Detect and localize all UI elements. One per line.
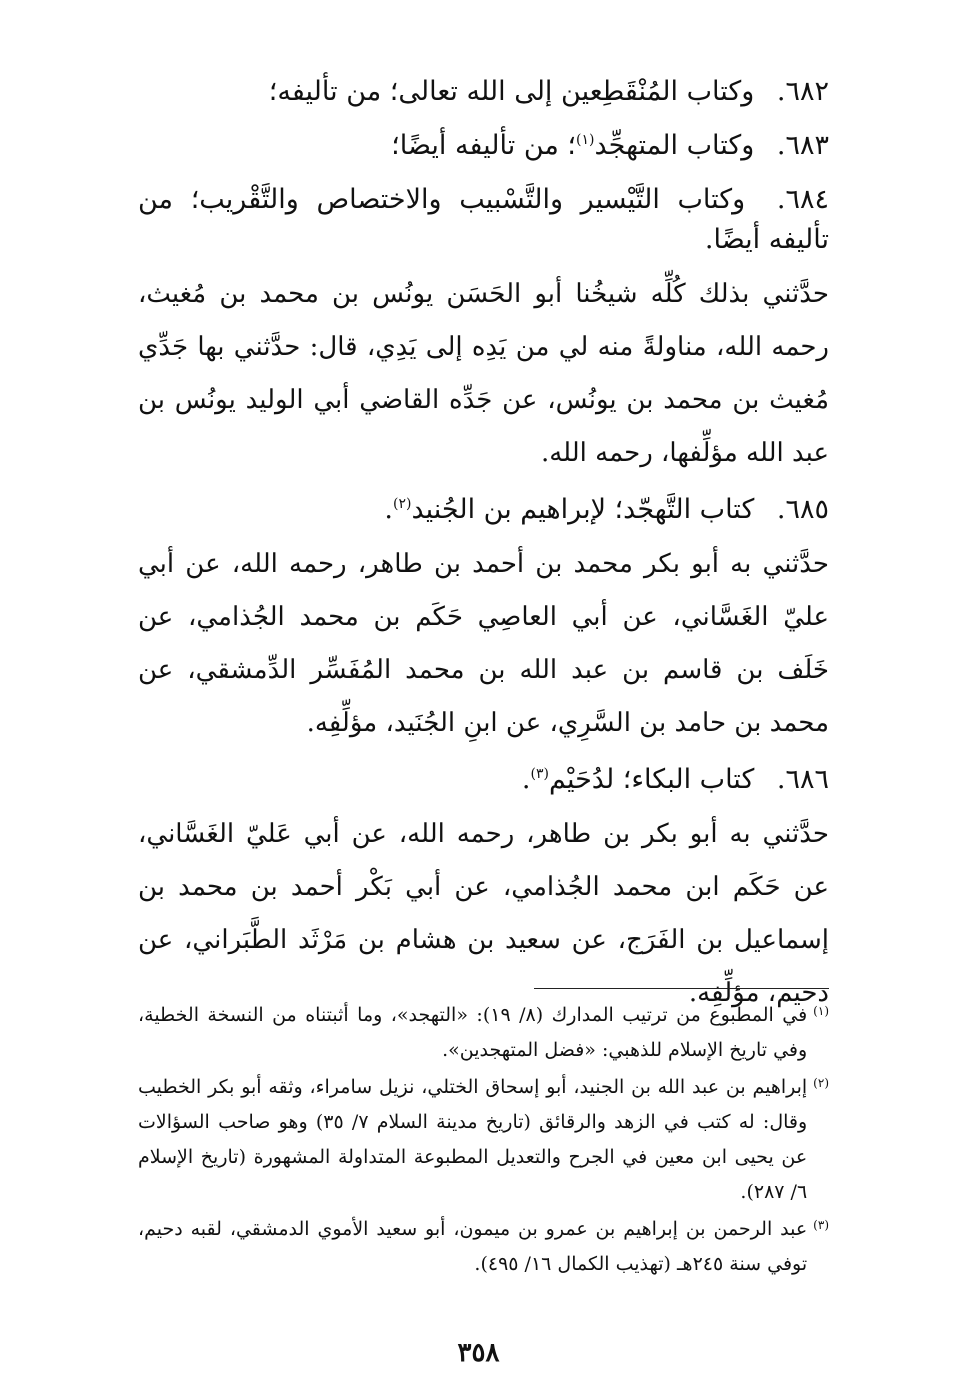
entry-number: ٦٨٢. bbox=[776, 76, 829, 107]
entry-tail: ؛ من تأليفه أيضًا؛ bbox=[391, 130, 577, 161]
entry-684 bbox=[138, 180, 829, 260]
entry-number: ٦٨٤. bbox=[776, 184, 829, 215]
footnote-ref: (٢) bbox=[392, 496, 412, 512]
entry-tail: . bbox=[384, 494, 393, 525]
footnote-1 bbox=[138, 998, 829, 1068]
entry-number: ٦٨٥. bbox=[776, 494, 829, 525]
page-number: ٣٥٨ bbox=[457, 1338, 500, 1368]
footnote-ref: (٣) bbox=[530, 766, 549, 782]
footnote-divider bbox=[534, 988, 829, 989]
footnotes bbox=[138, 998, 829, 1284]
entry-text: وكتاب التَّيْسير والتَّسْبيب والاختصاص والتَّقْريب؛ من تأليفه أيضًا. bbox=[138, 184, 829, 255]
isnad-paragraph-3: حدَّثني به أبو بكر بن طاهر، رحمه الله، عن أبي عَليّ الغَسَّاني، عن حَكَم ابن محمد الجُذامي، عن أبي بَكْر أحمد بن محمد بن إسماعيل بن الفَرَج، عن سعيد بن هشام بن مَرْثَد الطَّبَراني، عن دحيم، مؤلِّفِه. bbox=[138, 819, 829, 1008]
footnote-2 bbox=[138, 1070, 829, 1210]
entry-text: كتاب البكاء؛ لدُحَيْم bbox=[548, 764, 755, 795]
isnad-paragraph-1: حدَّثني بذلك كُلِّه شيخُنا أبو الحَسَن يونُس بن محمد بن مُغيث، رحمه الله، مناولةً منه لي من يَدِه إلى يَدِي، قال: حدَّثني بها جَدِّي مُغيث بن محمد بن يونُس، عن جَدِّه القاضي أبي الوليد يونُس بن عبد الله مؤلِّفها، رحمه الله. bbox=[138, 279, 829, 468]
footnote-3 bbox=[138, 1212, 829, 1282]
entry-text: وكتاب المتهجِّد bbox=[594, 130, 755, 161]
isnad-paragraph-2: حدَّثني به أبو بكر محمد بن أحمد بن طاهر، رحمه الله، عن أبي عليّ الغَسَّاني، عن أبي العاصِي حَكَم بن محمد الجُذامي، عن خَلَف بن قاسم بن عبد الله بن محمد المُفَسِّر الدِّمشقي، عن محمد بن حامد بن السَّرِي، عن ابنِ الجُنَيد، مؤلِّفِه. bbox=[138, 549, 830, 738]
entry-number: ٦٨٣. bbox=[776, 130, 829, 161]
entry-number: ٦٨٦. bbox=[776, 764, 829, 795]
entry-text: كتاب التَّهجّد؛ لإبراهيم بن الجُنيد bbox=[411, 494, 755, 525]
footnote-text: عبد الرحمن بن إبراهيم بن عمرو بن ميمون، أبو سعيد الأموي الدمشقي، لقبه دحيم، توفي سنة ٢٤٥هـ (تهذيب الكمال ١٦/ ٤٩٥). bbox=[138, 1218, 808, 1275]
entry-683 bbox=[138, 126, 829, 166]
entry-682 bbox=[138, 72, 829, 112]
footnote-mark: (٢) bbox=[813, 1076, 829, 1090]
footnote-mark: (٣) bbox=[813, 1218, 829, 1232]
entry-tail: . bbox=[521, 764, 531, 795]
entry-text: وكتاب المُنْقَطِعين إلى الله تعالى؛ من تأليفه؛ bbox=[268, 76, 755, 107]
footnote-text: في المطبوع من ترتيب المدارك (٨/ ١٩): «التهجد»، وما أثبتناه من النسخة الخطية، وفي تاريخ الإسلام للذهبي: «فضل المتهجدين». bbox=[138, 1004, 808, 1061]
footnote-text: إبراهيم بن عبد الله بن الجنيد، أبو إسحاق الختلي، نزيل سامراء، وثقه أبو بكر الخطيب وقال: له كتب في الزهد والرقائق (تاريخ مدينة السلام ٧/ ٣٥) وهو صاحب السؤالات عن يحيى ابن معين في الجرح والتعديل المطبوعة المتداولة المشهورة (تاريخ الإسلام ٦/ ٢٨٧). bbox=[138, 1076, 808, 1203]
footnote-mark: (١) bbox=[813, 1004, 829, 1018]
entry-686 bbox=[138, 760, 829, 800]
entry-685 bbox=[138, 490, 829, 530]
footnote-ref: (١) bbox=[576, 132, 595, 148]
